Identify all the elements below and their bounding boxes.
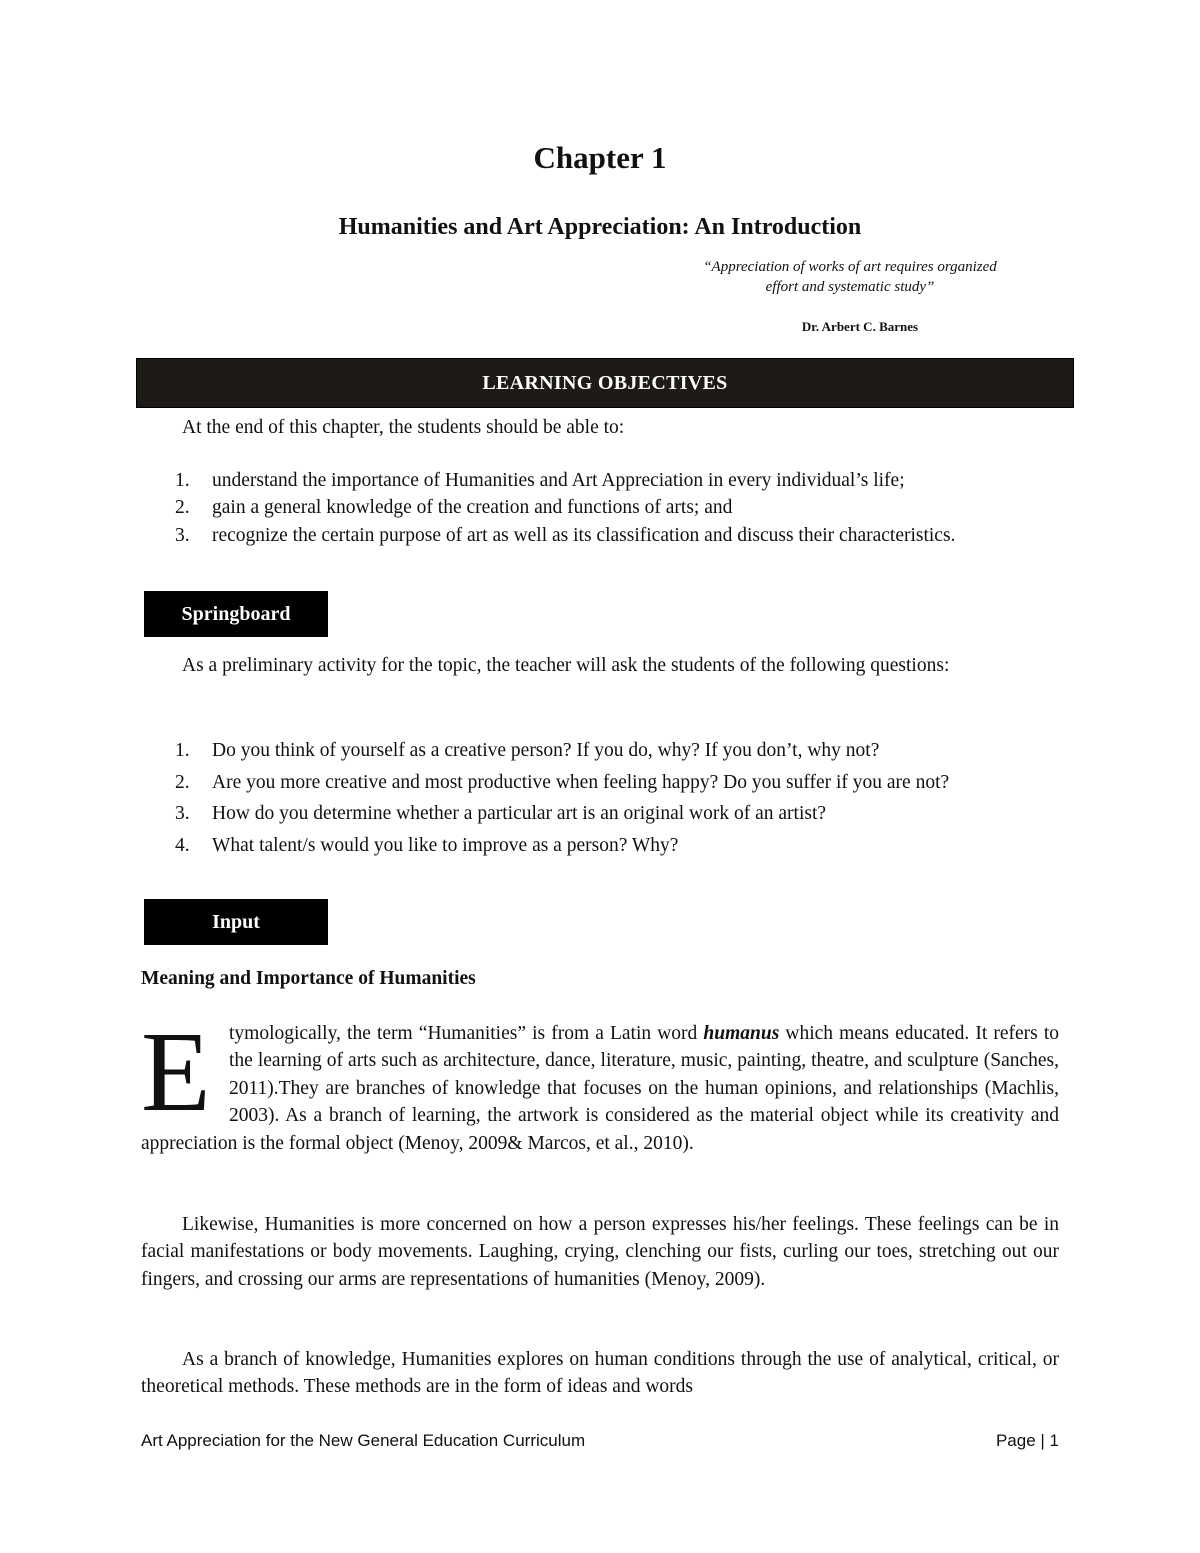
latin-term: humanus <box>703 1023 780 1044</box>
paragraph-text-part-2: which means educated. It refers to the learning of arts such as architecture, dance, literature, music, painting, theatre, and sculpture (Sanches, 2011).They are branches of knowledge that focuses on the human opinions, and relationships (Machlis, 2003). As a branch of learning, the artwork is considered as the material object while its creativity and appreciation is the formal object (Menoy, 2009& Marcos, et al., 2010). <box>141 1023 1059 1154</box>
list-item-text: recognize the certain purpose of art as well as its classification and discuss their characteristics. <box>212 524 956 546</box>
chapter-subtitle: Humanities and Art Appreciation: An Introduction <box>338 214 862 240</box>
list-item-text: Do you think of yourself as a creative person? If you do, why? If you don’t, why not? <box>212 740 880 761</box>
list-item <box>141 522 1059 549</box>
paragraph-text-part-1: tymologically, the term “Humanities” is from a Latin word <box>229 1023 704 1044</box>
objectives-list <box>141 467 1059 549</box>
list-item-number: 1. <box>175 470 190 491</box>
input-tag-label: Input <box>212 910 260 933</box>
list-item-text: How do you determine whether a particular art is an original work of an artist? <box>212 803 827 825</box>
epigraph-line-2: effort and systematic study” <box>765 279 935 295</box>
list-item-text: gain a general knowledge of the creation and functions of arts; and <box>212 497 733 519</box>
list-item <box>141 830 1059 862</box>
list-item-number: 2. <box>175 771 190 793</box>
learning-objectives-banner-label: LEARNING OBJECTIVES <box>482 371 728 394</box>
branch-of-knowledge-paragraph: As a branch of knowledge, Humanities explores on human conditions through the use of analytical, critical, or theoretical methods. These methods are in the form of ideas and words <box>141 1349 1059 1398</box>
list-item-number: 3. <box>175 524 190 546</box>
list-item <box>141 494 1059 521</box>
section-heading: Meaning and Importance of Humanities <box>141 968 476 989</box>
list-item-text: What talent/s would you like to improve as a person? Why? <box>212 834 679 856</box>
list-item-number: 3. <box>175 803 190 825</box>
list-item-text: Are you more creative and most productive when feeling happy? Do you suffer if you are not? <box>212 771 950 793</box>
feelings-paragraph: Likewise, Humanities is more concerned on how a person expresses his/her feelings. These feelings can be in facial manifestations or body movements. Laughing, crying, clenching our fists, curling our toes, stretching out our fingers, and crossing our arms are representations of humanities (Menoy, 2009). <box>141 1214 1059 1290</box>
drop-cap-letter: E <box>141 1008 211 1135</box>
list-item <box>141 798 1059 830</box>
list-item-text: understand the importance of Humanities and Art Appreciation in every individual’s life; <box>212 470 905 491</box>
springboard-intro: As a preliminary activity for the topic, the teacher will ask the students of the following questions: <box>182 655 950 676</box>
springboard-tag <box>144 591 328 637</box>
springboard-questions <box>141 735 1059 861</box>
epigraph-author: Dr. Arbert C. Barnes <box>801 319 919 334</box>
footer-book-title: Art Appreciation for the New General Education Curriculum <box>141 1431 586 1450</box>
list-item <box>141 735 1059 767</box>
springboard-tag-label: Springboard <box>181 602 291 625</box>
list-item-number: 2. <box>175 497 190 519</box>
footer-page-number: Page | 1 <box>995 1431 1059 1450</box>
list-item <box>141 467 1059 494</box>
list-item-number: 4. <box>175 834 190 856</box>
learning-objectives-banner <box>136 358 1074 408</box>
chapter-title: Chapter 1 <box>533 140 667 175</box>
etymology-paragraph <box>141 1008 1059 1157</box>
objectives-intro: At the end of this chapter, the students should be able to: <box>182 417 625 438</box>
list-item <box>141 767 1059 799</box>
input-tag <box>144 899 328 945</box>
epigraph-line-1: “Appreciation of works of art requires organized <box>703 259 997 275</box>
list-item-number: 1. <box>175 740 190 761</box>
